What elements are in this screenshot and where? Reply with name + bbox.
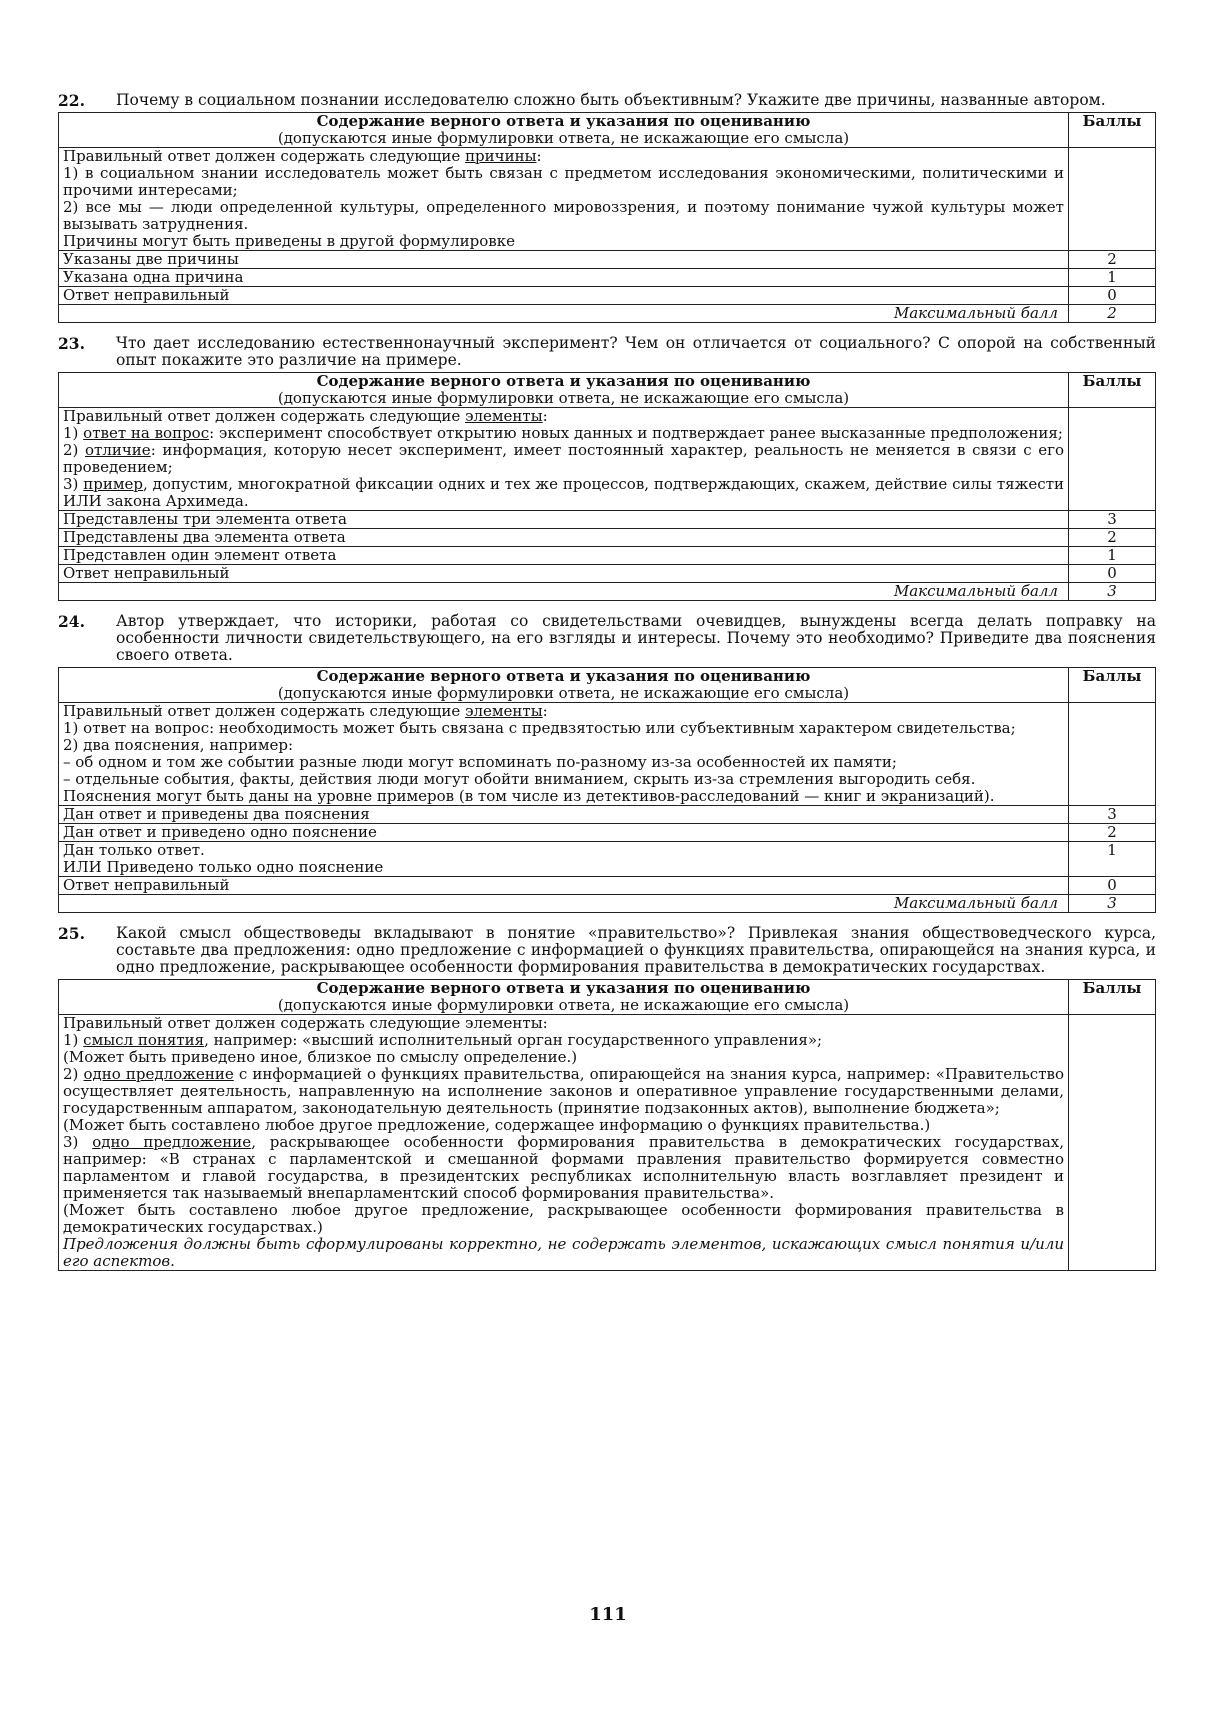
table-row: Дан только ответ. ИЛИ Приведено только одно пояснение 1 [59, 842, 1156, 877]
scoring-table-24 [58, 667, 1156, 913]
question-25 [58, 925, 1156, 976]
question-number: 24. [58, 612, 85, 631]
table-row: Дан ответ и приведено одно пояснение 2 [59, 824, 1156, 842]
max-score-row: Максимальный балл 2 [59, 305, 1156, 323]
answer-content: Правильный ответ должен содержать следующие элементы: 1) ответ на вопрос: эксперимент способствует открытию новых данных и подтверждает ранее высказанные предположения; 2) отличие: информация, которую несет эксперимент, имеет постоянный характер, реальность не меняется в связи с его проведением; 3) пример, допустим, многократной фиксации одних и тех же процессов, подтверждающих, скажем, действие силы тяжести ИЛИ закона Архимеда. [59, 408, 1069, 511]
question-number: 23. [58, 334, 85, 353]
criteria-header: Содержание верного ответа и указания по оцениванию (допускаются иные формулировки ответа, не искажающие его смысла) [59, 980, 1069, 1015]
criteria-header: Содержание верного ответа и указания по оцениванию (допускаются иные формулировки ответа, не искажающие его смысла) [59, 668, 1069, 703]
question-text: Автор утверждает, что историки, работая со свидетельствами очевидцев, вынуждены всегда делать поправку на особенности личности свидетельствующего, на его взгляды и интересы. Почему это необходимо? Приведите два пояснения своего ответа. [116, 612, 1156, 664]
max-score-row: Максимальный балл 3 [59, 895, 1156, 913]
table-row: Дан ответ и приведены два пояснения 3 [59, 806, 1156, 824]
question-24 [58, 613, 1156, 664]
question-number: 22. [58, 91, 85, 110]
table-row: Представлены два элемента ответа 2 [59, 529, 1156, 547]
answer-content: Правильный ответ должен содержать следующие причины: 1) в социальном знании исследователь может быть связан с предметом исследования экономическими, политическими и прочими интересами; 2) все мы — люди определенной культуры, определенного мировоззрения, и поэтому понимание чужой культуры может вызывать затруднения. Причины могут быть приведены в другой формулировке [59, 148, 1069, 251]
question-22 [58, 92, 1156, 109]
question-text: Что дает исследованию естественнонаучный эксперимент? Чем он отличается от социального? С опорой на собственный опыт покажите это различие на примере. [116, 334, 1156, 369]
points-header: Баллы [1069, 113, 1156, 148]
answer-content: Правильный ответ должен содержать следующие элементы: 1) ответ на вопрос: необходимость может быть связана с предвзятостью или субъективным характером свидетельства; 2) два пояснения, например: – об одном и том же событии разные люди могут вспоминать по-разному из-за особенностей их памяти; – отдельные события, факты, действия люди могут обойти вниманием, скрыть из-за стремления выгородить себя. Пояснения могут быть даны на уровне примеров (в том числе из детективов-расследований — книг и экранизаций). [59, 703, 1069, 806]
table-row: Представлены три элемента ответа 3 [59, 511, 1156, 529]
max-score-row: Максимальный балл 3 [59, 583, 1156, 601]
table-row: Ответ неправильный 0 [59, 287, 1156, 305]
scoring-table-23 [58, 372, 1156, 601]
question-number: 25. [58, 924, 85, 943]
points-header: Баллы [1069, 373, 1156, 408]
question-text: Какой смысл обществоведы вкладывают в понятие «правительство»? Привлекая знания обществоведческого курса, составьте два предложения: одно предложение с информацией о функциях правительства, опирающейся на знания курса, и одно предложение, раскрывающее особенности формирования правительства в демократических государствах. [116, 924, 1156, 976]
criteria-header: Содержание верного ответа и указания по оцениванию (допускаются иные формулировки ответа, не искажающие его смысла) [59, 113, 1069, 148]
page-number: 111 [589, 1604, 627, 1625]
question-text: Почему в социальном познании исследователю сложно быть объективным? Укажите две причины, названные автором. [116, 91, 1106, 109]
scoring-table-25 [58, 979, 1156, 1271]
table-row: Указаны две причины 2 [59, 251, 1156, 269]
scoring-table-22 [58, 112, 1156, 323]
points-header: Баллы [1069, 980, 1156, 1015]
criteria-header: Содержание верного ответа и указания по оцениванию (допускаются иные формулировки ответа, не искажающие его смысла) [59, 373, 1069, 408]
answer-key-page [58, 92, 1156, 1283]
table-row: Указана одна причина 1 [59, 269, 1156, 287]
question-23 [58, 335, 1156, 369]
points-header: Баллы [1069, 668, 1156, 703]
table-row: Ответ неправильный 0 [59, 565, 1156, 583]
table-row: Представлен один элемент ответа 1 [59, 547, 1156, 565]
table-row: Ответ неправильный 0 [59, 877, 1156, 895]
answer-content: Правильный ответ должен содержать следующие элементы: 1) смысл понятия, например: «высший исполнительный орган государственного управления»; (Может быть приведено иное, близкое по смыслу определение.) 2) одно предложение с информацией о функциях правительства, опирающейся на знания курса, например: «Правительство осуществляет деятельность, направленную на исполнение законов и оперативное управление государственными делами, государственным аппаратом, законодательную деятельность (принятие подзаконных актов), выполнение бюджета»; (Может быть составлено любое другое предложение, содержащее информацию о функциях правительства.) 3) одно предложение, раскрывающее особенности формирования правительства в демократических государствах, например: «В странах с парламентской и смешанной формами правления правительство формируется совместно парламентом и главой государства, в президентских республиках исполнительную власть возглавляет президент и применяется так называемый внепарламентский способ формирования правительства». (Может быть составлено любое другое предложение, раскрывающее особенности формирования правительства в демократических государствах.) Предложения должны быть сформулированы корректно, не содержать элементов, искажающих смысл понятия и/или его аспектов. [59, 1015, 1069, 1271]
